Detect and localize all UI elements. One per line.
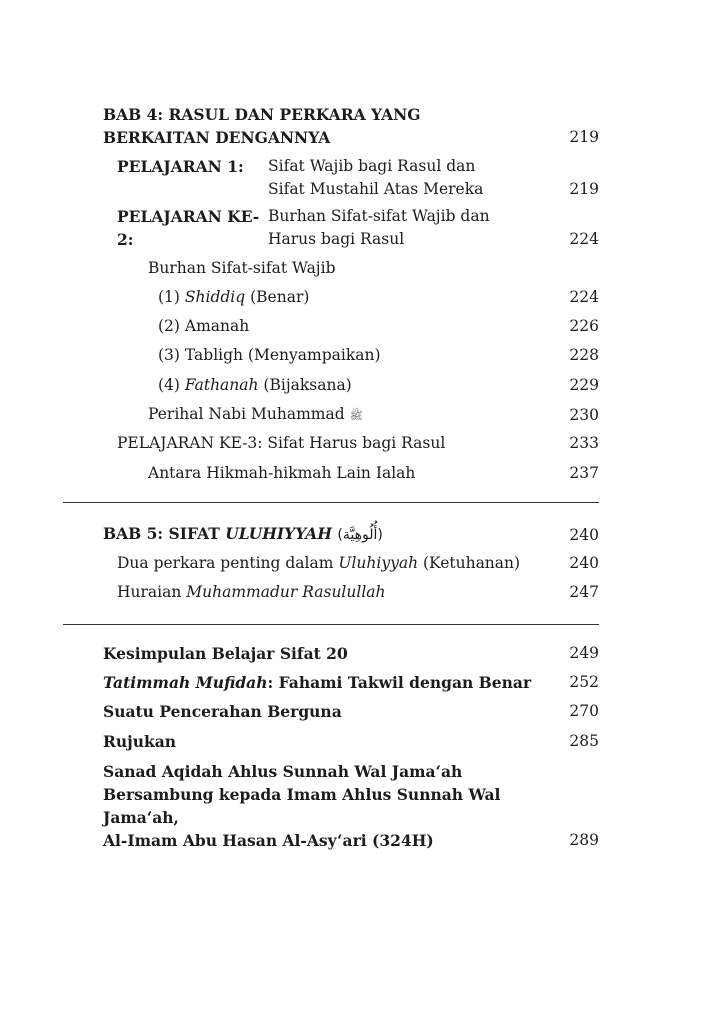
toc-entry-lesson1[interactable] <box>117 155 599 201</box>
lesson1-page-number: 219 <box>569 180 599 198</box>
toc-entry-item2[interactable] <box>158 315 599 338</box>
toc-entry-bab5[interactable] <box>103 522 599 547</box>
bab5-term: ULUHIYYAH <box>225 524 332 543</box>
bab4-page-number: 219 <box>569 128 599 146</box>
sanad-line3: Al-Imam Abu Hasan Al-Asy‘ari (324H) <box>103 831 434 850</box>
item2-text: Amanah <box>184 317 250 335</box>
toc-entry-item1[interactable] <box>158 286 599 309</box>
lesson1-line2: Sifat Mustahil Atas Mereka <box>268 180 484 198</box>
toc-entry-huraian[interactable] <box>117 581 599 604</box>
hikmah-text: Antara Hikmah-hikmah Lain Ialah <box>148 464 416 482</box>
dua-post: (Ketuhanan) <box>418 554 521 572</box>
toc-entry-sanad[interactable] <box>103 760 599 852</box>
item4-page-number: 229 <box>569 376 599 394</box>
kesimpulan-page-number: 249 <box>569 644 599 662</box>
item1-number: (1) <box>158 288 185 306</box>
huraian-pre: Huraian <box>117 583 187 601</box>
section-divider <box>63 502 599 503</box>
item3-page-number: 228 <box>569 346 599 364</box>
huraian-page-number: 247 <box>569 583 599 601</box>
lesson2-page-number: 224 <box>569 230 599 248</box>
sanad-page-number: 289 <box>569 831 599 849</box>
lesson3-page-number: 233 <box>569 434 599 452</box>
lesson3-text: PELAJARAN KE-3: Sifat Harus bagi Rasul <box>117 434 446 452</box>
kesimpulan-text: Kesimpulan Belajar Sifat 20 <box>103 644 348 663</box>
item1-page-number: 224 <box>569 288 599 306</box>
huraian-term: Muhammadur Rasulullah <box>186 583 386 601</box>
item1-term: Shiddiq <box>184 288 246 306</box>
salawat-honorific-icon: ﷺ <box>349 409 363 422</box>
bab5-arabic: (أُلُوهِيَّة) <box>337 527 383 543</box>
sanad-line2: Bersambung kepada Imam Ahlus Sunnah Wal Jama‘ah, <box>103 785 501 827</box>
section-divider <box>63 624 599 625</box>
lesson2-line2: Harus bagi Rasul <box>268 230 405 248</box>
tatimmah-page-number: 252 <box>569 673 599 691</box>
toc-entry-hikmah[interactable] <box>148 462 599 485</box>
item4-text: (Bijaksana) <box>258 376 352 394</box>
toc-entry-bab4[interactable] <box>103 103 599 149</box>
toc-entry-suatu[interactable] <box>103 700 599 723</box>
item3-number: (3) <box>158 346 185 364</box>
suatu-text: Suatu Pencerahan Berguna <box>103 702 342 721</box>
dua-term: Uluhiyyah <box>338 554 419 572</box>
toc-entry-perihal[interactable] <box>148 403 599 427</box>
bab4-title-line1: BAB 4: RASUL DAN PERKARA YANG <box>103 105 421 124</box>
item3-text: Tabligh (Menyampaikan) <box>184 346 381 364</box>
bab4-title-line2: BERKAITAN DENGANNYA <box>103 128 331 147</box>
toc-entry-dua[interactable] <box>117 552 599 575</box>
rujukan-page-number: 285 <box>569 732 599 750</box>
item4-term: Fathanah <box>184 376 259 394</box>
suatu-page-number: 270 <box>569 702 599 720</box>
burhan-heading: Burhan Sifat-sifat Wajib <box>148 259 336 277</box>
tatimmah-text: : Fahami Takwil dengan Benar <box>267 673 532 692</box>
toc-entry-item4[interactable] <box>158 374 599 397</box>
toc-entry-burhan-heading <box>148 257 599 280</box>
item2-number: (2) <box>158 317 185 335</box>
rujukan-text: Rujukan <box>103 732 177 751</box>
bab5-prefix: BAB 5: SIFAT <box>103 524 226 543</box>
item2-page-number: 226 <box>569 317 599 335</box>
perihal-text: Perihal Nabi Muhammad <box>148 405 345 423</box>
dua-page-number: 240 <box>569 554 599 572</box>
lesson1-label: PELAJARAN 1: <box>117 157 244 176</box>
toc-entry-lesson2[interactable] <box>117 205 599 251</box>
toc-entry-lesson3[interactable] <box>117 432 599 455</box>
lesson1-line1: Sifat Wajib bagi Rasul dan <box>268 157 476 175</box>
tatimmah-term: Tatimmah Mufidah <box>103 673 268 692</box>
item1-text: (Benar) <box>245 288 310 306</box>
bab5-page-number: 240 <box>569 526 599 544</box>
perihal-page-number: 230 <box>569 406 599 424</box>
toc-entry-kesimpulan[interactable] <box>103 642 599 665</box>
sanad-line1: Sanad Aqidah Ahlus Sunnah Wal Jama‘ah <box>103 762 463 781</box>
toc-entry-tatimmah[interactable] <box>103 671 599 694</box>
dua-pre: Dua perkara penting dalam <box>117 554 339 572</box>
lesson2-line1: Burhan Sifat-sifat Wajib dan <box>268 207 490 225</box>
item4-number: (4) <box>158 376 185 394</box>
toc-entry-item3[interactable] <box>158 344 599 367</box>
toc-entry-rujukan[interactable] <box>103 730 599 753</box>
lesson2-label: PELAJARAN KE-2: <box>117 207 260 249</box>
hikmah-page-number: 237 <box>569 464 599 482</box>
